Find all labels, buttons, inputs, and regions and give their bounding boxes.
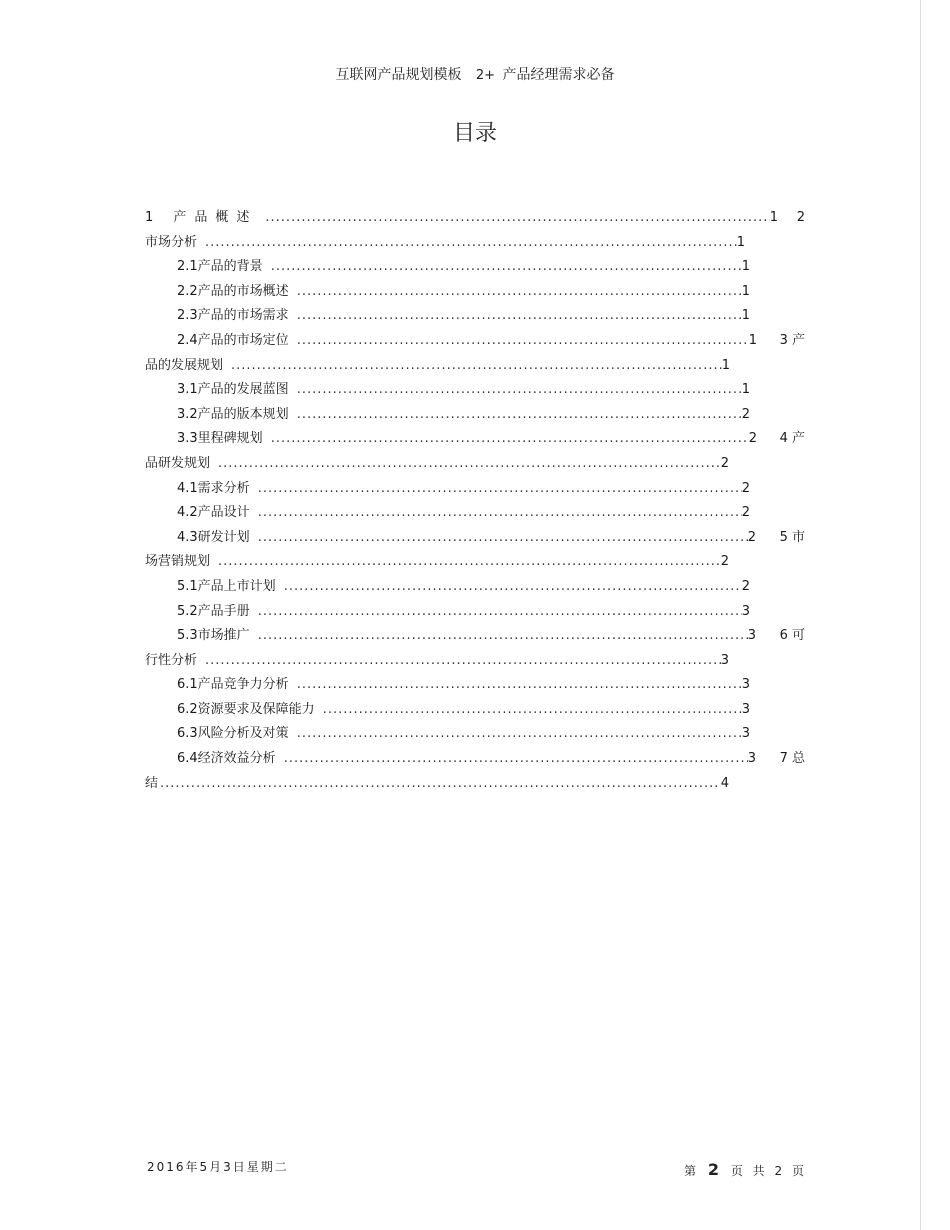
toc-entry-page: 3 xyxy=(741,701,750,717)
toc-entry[interactable] xyxy=(145,427,805,452)
toc-entry-label: 6.2资源要求及保障能力 xyxy=(177,701,315,717)
toc-entry-continuation: 4 产 xyxy=(779,431,805,447)
toc-entry-label: 场营销规划 xyxy=(145,554,211,570)
toc-entry-page: 1 xyxy=(741,308,750,324)
toc-leader xyxy=(258,600,742,625)
toc-leader xyxy=(218,452,721,477)
toc-leader xyxy=(297,280,742,305)
toc-entry-page: 1 xyxy=(748,332,757,348)
toc-leader xyxy=(265,206,769,231)
page-edge xyxy=(920,0,921,1230)
toc-leader xyxy=(297,722,742,747)
toc-entry-page: 2 xyxy=(741,578,750,594)
toc-entry-label: 行性分析 xyxy=(145,652,198,668)
toc-leader xyxy=(258,526,748,551)
toc-entry[interactable] xyxy=(145,329,805,354)
toc-leader xyxy=(258,501,742,526)
toc-entry-page: 3 xyxy=(741,677,750,693)
toc-entry-page: 1 xyxy=(736,234,745,250)
toc-entry[interactable] xyxy=(145,452,805,477)
toc-entry-continuation: 2 xyxy=(796,210,805,225)
footer-page-current: 2 xyxy=(707,1160,720,1179)
toc-entry[interactable] xyxy=(145,550,805,575)
toc-entry-page: 1 xyxy=(741,283,750,299)
toc-entry-page: 4 xyxy=(720,775,729,791)
toc-entry-page: 1 xyxy=(721,357,730,373)
toc-entry-continuation: 7 总 xyxy=(779,751,805,767)
toc-entry-page: 2 xyxy=(720,455,729,471)
toc-entry-label: 1 产品概述 xyxy=(145,210,258,225)
toc-entry-label: 5.3市场推广 xyxy=(177,628,250,644)
header-right: 产品经理需求必备 xyxy=(502,67,615,83)
footer-date: 2016年5月3日星期二 xyxy=(147,1160,289,1174)
toc-entry[interactable] xyxy=(145,698,805,723)
toc-leader xyxy=(271,255,742,280)
footer-page-number xyxy=(684,1160,804,1179)
toc-leader xyxy=(218,550,721,575)
toc-leader xyxy=(231,354,722,379)
toc-entry[interactable] xyxy=(145,673,805,698)
toc-entry-continuation: 6 可 xyxy=(779,628,805,644)
toc-entry-page: 2 xyxy=(741,505,750,521)
toc-entry[interactable] xyxy=(145,722,805,747)
toc-entry[interactable] xyxy=(145,624,805,649)
toc-entry-page: 2 xyxy=(747,529,756,545)
toc-entry-page: 3 xyxy=(741,726,750,742)
toc-entry[interactable] xyxy=(145,304,805,329)
toc-entry-page: 3 xyxy=(747,751,756,767)
toc-entry-label: 6.3风险分析及对策 xyxy=(177,726,289,742)
toc-entry-label: 2.2产品的市场概述 xyxy=(177,283,289,299)
toc-leader xyxy=(160,772,721,797)
toc-entry-page: 1 xyxy=(741,382,750,398)
toc-leader xyxy=(205,649,721,674)
toc-entry[interactable] xyxy=(145,772,805,797)
toc-entry-page: 2 xyxy=(748,431,757,447)
header-mid: 2+ xyxy=(475,68,496,83)
toc-entry-page: 2 xyxy=(741,480,750,496)
toc-entry-page: 3 xyxy=(741,603,750,619)
toc-entry-page: 2 xyxy=(741,406,750,422)
footer-page-suffix: 页 xyxy=(791,1164,804,1178)
toc-entry[interactable] xyxy=(145,255,805,280)
footer-page-prefix: 第 xyxy=(684,1164,697,1178)
toc-entry[interactable] xyxy=(145,575,805,600)
toc-entry-label: 4.2产品设计 xyxy=(177,505,250,521)
running-header xyxy=(0,64,950,84)
toc-leader xyxy=(258,624,748,649)
toc-entry[interactable] xyxy=(145,280,805,305)
toc-entry-page: 1 xyxy=(741,259,750,275)
toc-entry-label: 3.2产品的版本规划 xyxy=(177,406,289,422)
toc-leader xyxy=(297,304,742,329)
toc-entry[interactable] xyxy=(145,354,805,379)
toc-leader xyxy=(297,329,749,354)
toc-entry-label: 3.3里程碑规划 xyxy=(177,431,263,447)
toc-entry-label: 结 xyxy=(145,775,159,791)
toc-leader xyxy=(297,673,742,698)
toc-entry-continuation: 5 市 xyxy=(779,529,805,545)
toc-entry[interactable] xyxy=(145,477,805,502)
toc-entry-label: 4.1需求分析 xyxy=(177,480,250,496)
toc-entry[interactable] xyxy=(145,747,805,772)
toc-leader xyxy=(284,575,742,600)
toc-entry-label: 5.2产品手册 xyxy=(177,603,250,619)
toc-entry-label: 2.1产品的背景 xyxy=(177,259,263,275)
toc-leader xyxy=(258,477,742,502)
toc-entry-page: 3 xyxy=(747,628,756,644)
toc-entry-page: 1 xyxy=(769,210,778,225)
toc-leader xyxy=(271,427,749,452)
toc-entry[interactable] xyxy=(145,378,805,403)
footer-page-total: 2 xyxy=(774,1164,783,1178)
toc-entry-label: 3.1产品的发展蓝图 xyxy=(177,382,289,398)
page-title: 目录 xyxy=(452,121,497,146)
toc-entry[interactable] xyxy=(145,501,805,526)
toc-leader xyxy=(323,698,742,723)
toc-entry-label: 品研发规划 xyxy=(145,455,211,471)
toc-leader xyxy=(284,747,748,772)
footer-page-mid: 页 共 xyxy=(730,1164,765,1178)
toc-entry[interactable] xyxy=(145,526,805,551)
toc-entry-label: 2.4产品的市场定位 xyxy=(177,332,289,348)
toc-entry[interactable] xyxy=(145,403,805,428)
table-of-contents xyxy=(145,206,805,796)
toc-entry-label: 4.3研发计划 xyxy=(177,529,250,545)
toc-entry[interactable] xyxy=(145,206,805,231)
toc-entry-continuation: 3 产 xyxy=(779,332,805,348)
toc-entry-label: 市场分析 xyxy=(145,234,198,250)
toc-entry-label: 6.1产品竞争力分析 xyxy=(177,677,289,693)
toc-entry-page: 3 xyxy=(720,652,729,668)
toc-entry-label: 5.1产品上市计划 xyxy=(177,578,276,594)
toc-entry-label: 品的发展规划 xyxy=(145,357,224,373)
toc-leader xyxy=(205,231,737,256)
toc-entry-page: 2 xyxy=(720,554,729,570)
toc-entry[interactable] xyxy=(145,600,805,625)
toc-entry[interactable] xyxy=(145,649,805,674)
header-left: 互联网产品规划模板 xyxy=(335,67,462,83)
toc-entry-label: 2.3产品的市场需求 xyxy=(177,308,289,324)
toc-entry[interactable] xyxy=(145,231,805,256)
toc-leader xyxy=(297,378,742,403)
toc-leader xyxy=(297,403,742,428)
toc-entry-label: 6.4经济效益分析 xyxy=(177,751,276,767)
